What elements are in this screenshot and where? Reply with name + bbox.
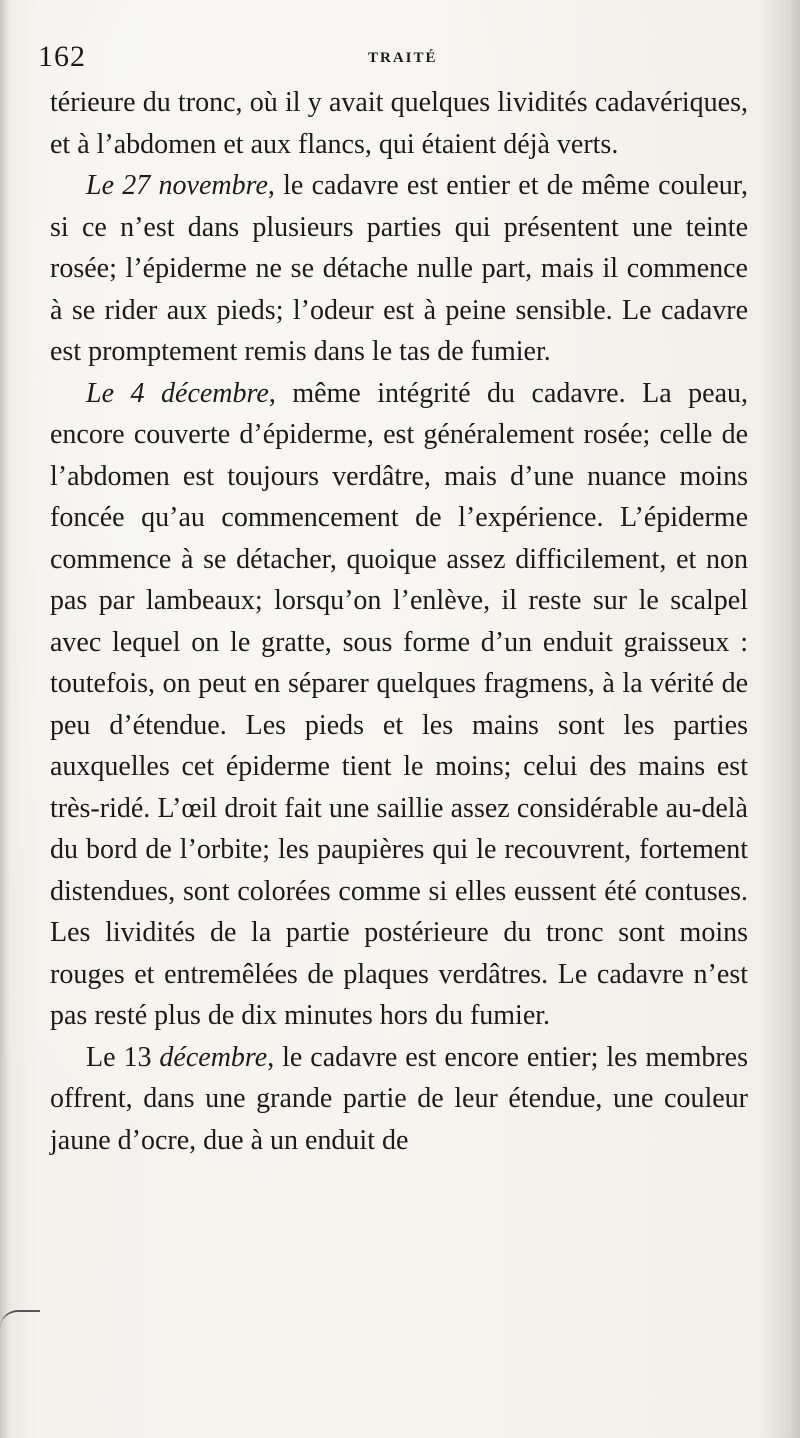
paragraph-text: , le cadavre est encore entier; les membres offrent, dans une grande partie de leur étendue, une couleur jaune d’ocre, due à un enduit de bbox=[50, 1041, 749, 1156]
page-header bbox=[38, 40, 748, 80]
paragraph bbox=[50, 82, 748, 165]
paragraph bbox=[50, 373, 748, 1037]
body-text bbox=[50, 82, 748, 1161]
paragraph-text: , le cadavre est entier et de même couleur, si ce n’est dans plusieurs parties qui présentent une teinte rosée; l’épiderme ne se détache nulle part, mais il commence à se rider aux pieds; l’odeur est à peine sensible. Le cadavre est promptement remis dans le tas de fumier. bbox=[50, 170, 748, 367]
page-gutter-shadow bbox=[0, 0, 10, 1438]
italic-date: Le 4 décembre bbox=[86, 377, 269, 409]
page-number: 162 bbox=[38, 40, 86, 73]
italic-date: Le 27 novembre bbox=[86, 170, 268, 201]
paragraph-text: , même intégrité du cadavre. La peau, encore couverte d’épiderme, est généralement rosée; celle de l’abdomen est toujours verdâtre, mais d’une nuance moins foncée qu’au commencement de l’expérience. L’épiderme commence à se détacher, quoique assez difficilement, et non pas par lambeaux; lorsqu’on l’enlève, il reste sur le scalpel avec lequel on le gratte, sous forme d’un enduit graisseux : toutefois, on peut en séparer quelques fragmens, à la vérité de peu d’étendue. Les pieds et les mains sont les parties auxquelles cet épiderme tient le moins; celui des mains est très-ridé. L’œil droit fait une saillie assez considérable au-delà du bord de l’orbite; les paupières qui le recouvrent, fortement distendues, sont colorées comme si elles eussent été contuses. Les lividités de la partie postérieure du tronc sont moins rouges et entremêlées de plaques verdâtres. Le cadavre n’est pas resté plus de dix minutes hors du fumier. bbox=[50, 377, 748, 1031]
paragraph bbox=[50, 165, 748, 373]
paragraph bbox=[50, 1037, 748, 1162]
paragraph-text: Le 13 bbox=[86, 1041, 160, 1073]
running-head: TRAITÉ bbox=[368, 50, 438, 66]
paragraph-text: térieure du tronc, où il y avait quelques lividités cadavériques, et à l’abdomen et aux flancs, qui étaient déjà verts. bbox=[50, 87, 748, 160]
italic-date: décembre bbox=[159, 1041, 268, 1073]
